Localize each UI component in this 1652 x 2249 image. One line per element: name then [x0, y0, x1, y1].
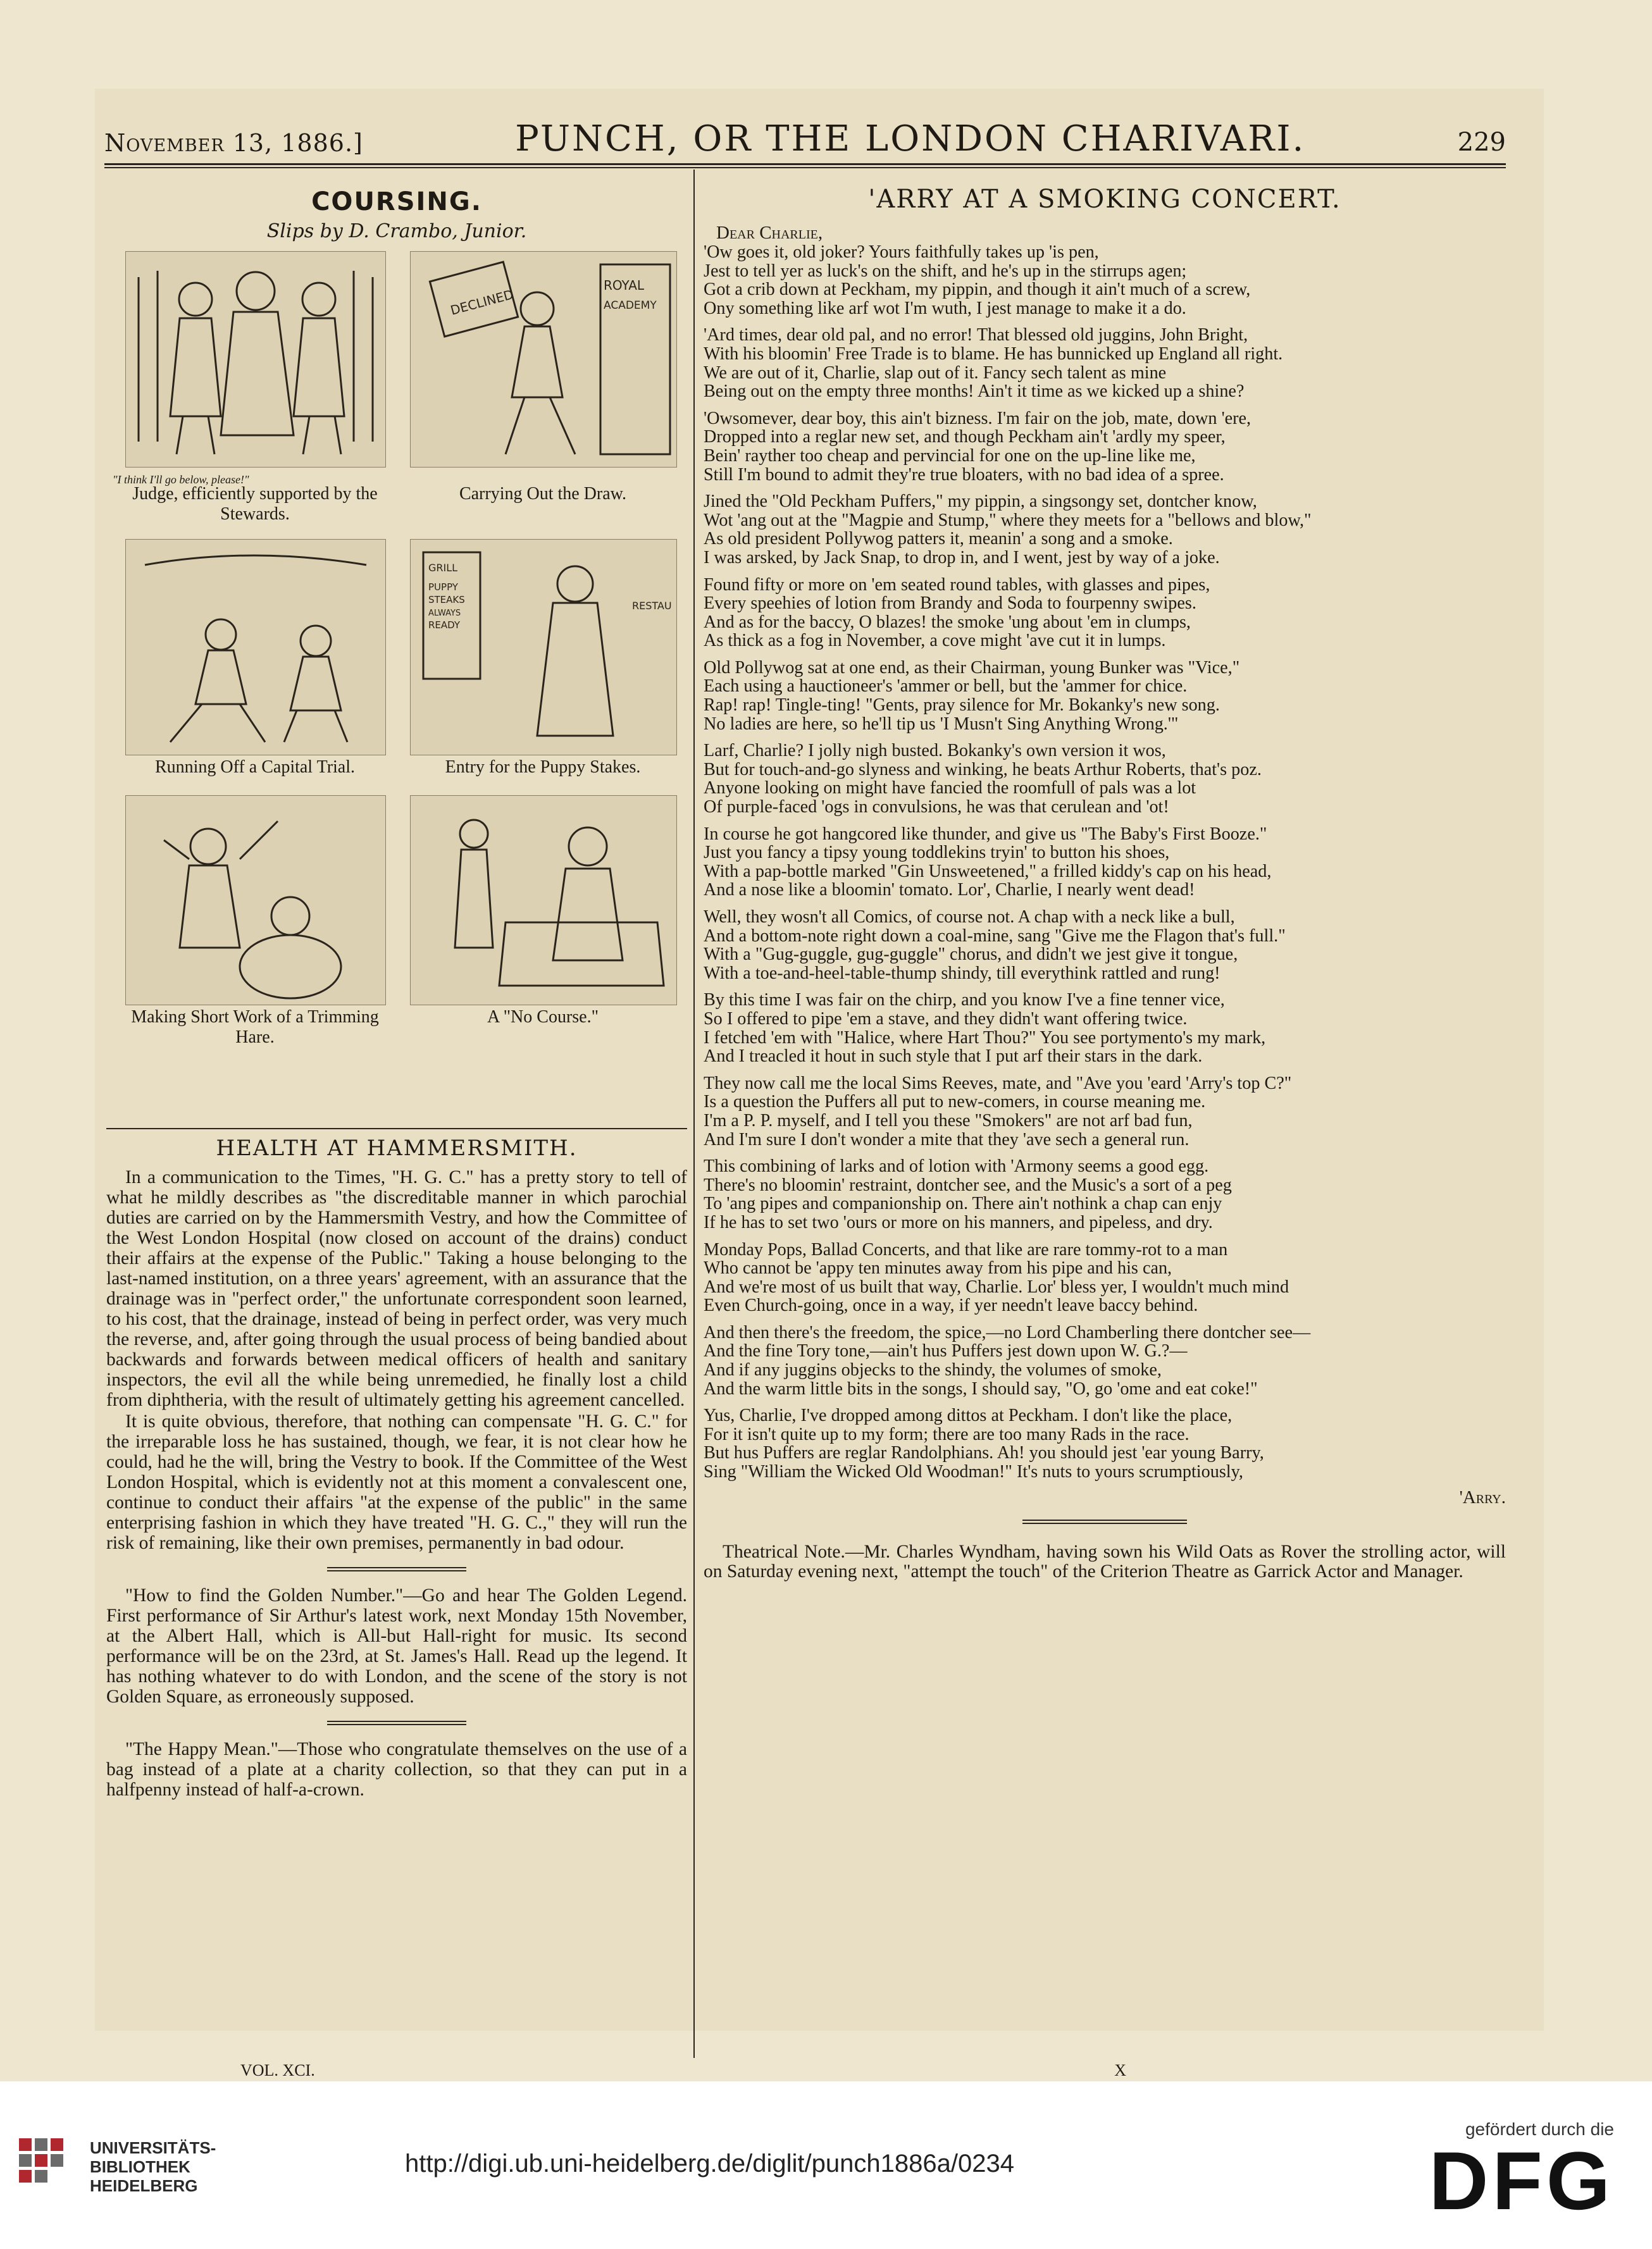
verse-line: 'Ow goes it, old joker? Yours faithfully takes up 'is pen,	[704, 242, 1099, 262]
no-course-illustration	[411, 796, 676, 1005]
verse-line: I'm a P. P. myself, and I tell you these "Smokers" are not arf bad fun,	[704, 1110, 1193, 1131]
left-column	[106, 178, 687, 1800]
stanza	[704, 1157, 1506, 1232]
verse-line: And the warm little bits in the songs, I should say, "O, go 'ome and eat coke!"	[704, 1379, 1258, 1399]
coursing-title: COURSING.	[311, 187, 482, 216]
verse-line: So I offered to pipe 'em a stave, and they didn't want offering twice.	[704, 1008, 1188, 1029]
svg-text:DECLINED: DECLINED	[449, 287, 516, 318]
caption-hare: Making Short Work of a Trimming Hare.	[131, 1007, 379, 1047]
coursing-subtitle: Slips by D. Crambo, Junior.	[266, 220, 527, 242]
separator	[327, 1721, 466, 1725]
verse-line: Of purple-faced 'ogs in convulsions, he was that cerulean and 'ot!	[704, 797, 1169, 817]
library-name: UNIVERSITÄTS- BIBLIOTHEK HEIDELBERG	[90, 2138, 216, 2195]
caption-puppy: Entry for the Puppy Stakes.	[445, 757, 641, 777]
trial-illustration	[126, 540, 385, 755]
cartoon-speech: "I think I'll go below, please!"	[113, 473, 249, 486]
svg-text:GRILL: GRILL	[428, 562, 458, 574]
verse-line: Still I'm bound to admit they're true bloaters, with no bad idea of a spree.	[704, 464, 1224, 485]
verse-line: Just you fancy a tipsy young toddlekins tryin' to button his shoes,	[704, 843, 1170, 863]
separator	[327, 1567, 466, 1571]
verse-line: Anyone looking on might have fancied the roomfull of pals was a lot	[704, 778, 1196, 798]
verse-line: For it isn't quite up to my form; there are too many Rads in the race.	[704, 1424, 1189, 1444]
verse-line: I was arsked, by Jack Snap, to drop in, and I went, jest by way of a joke.	[704, 547, 1220, 567]
verse-line: Even Church-going, once in a way, if yer needn't leave baccy behind.	[704, 1296, 1198, 1316]
poem	[704, 243, 1506, 1482]
issue-date: November 13, 1886.]	[104, 129, 363, 157]
stanza	[704, 659, 1506, 733]
stanza	[704, 1241, 1506, 1315]
verse-line: No ladies are here, so he'll tip us 'I Musn't Sing Anything Wrong.'"	[704, 714, 1179, 734]
stanza	[704, 326, 1506, 400]
happy-mean-note: "The Happy Mean."—Those who congratulate themselves on the use of a bag instead of a plate at a charity collection, so that they can put in a halfpenny instead of half-a-crown.	[106, 1739, 687, 1800]
svg-text:PUPPY: PUPPY	[428, 581, 458, 593]
health-para-1: In a communication to the Times, "H. G. C." has a pretty story to tell of what he mildly describes as "the discreditable manner in which parochial duties are carried on by the Hammersmith Vestry, and how the Committee of the West London Hospital (now closed on account of the drains) conduct their affairs at the expense of the Public." Taking a house belonging to the last-named institution, on a three years' agreement, with an assurance that the drainage was in "perfect order," the unfortunate correspondent soon learned, to his cost, that the drainage, instead of being in perfect order, was very much the reverse, and, after going through the usual process of being bandied about backwards and forwards between medical officers of health and sanitary inspectors, the evil all the while being unremedied, he finally lost a child from diphtheria, with the result of ultimately getting his agreement cancelled.	[106, 1167, 687, 1410]
verse-line: I fetched 'em with "Halice, where Hart Thou?" You see portymento's my mark,	[704, 1027, 1266, 1048]
verse-line: Jined the "Old Peckham Puffers," my pippin, a singsongy set, dontcher know,	[704, 492, 1257, 512]
verse-line: Bein' rayther too cheap and pervincial for one on the up-line like me,	[704, 445, 1196, 466]
verse-line: Jest to tell yer as luck's on the shift, and he's up in the stirrups agen;	[704, 261, 1187, 281]
verse-line: Every speehies of lotion from Brandy and Soda to fourpenny swipes.	[704, 593, 1196, 614]
verse-line: Yus, Charlie, I've dropped among dittos at Peckham. I don't like the place,	[704, 1406, 1233, 1426]
puppy-illustration	[411, 540, 676, 755]
stanza	[704, 492, 1506, 567]
verse-line: They now call me the local Sims Reeves, mate, and "Ave you 'eard 'Arry's top C?"	[704, 1073, 1292, 1093]
arry-title: 'ARRY AT A SMOKING CONCERT.	[868, 185, 1341, 214]
caption-trial: Running Off a Capital Trial.	[154, 757, 356, 777]
verse-line: Larf, Charlie? I jolly nigh busted. Bokanky's own version it wos,	[704, 741, 1166, 761]
column-rule	[693, 170, 695, 2058]
golden-number-note: "How to find the Golden Number."—Go and hear The Golden Legend. First performance of Sir Arthur's latest work, next Monday 15th November, at the Albert Hall, which is All-but Hall-right for music. Its second performance will be on the 23rd, at St. James's Hall. Read up the legend. It has nothing whatever to do with London, and the scene of the story is not Golden Square, as erroneously supposed.	[106, 1585, 687, 1707]
university-seal-icon	[19, 2138, 76, 2195]
verse-line: Dropped into a reglar new set, and though Peckham ain't 'ardly my speer,	[704, 427, 1226, 447]
verse-line: 'Ard times, dear old pal, and no error! That blessed old juggins, John Bright,	[704, 325, 1248, 345]
verse-line: With a toe-and-heel-table-thump shindy, till everythink rattled and rung!	[704, 963, 1220, 983]
verse-line: With a pap-bottle marked "Gin Unsweetened," a frilled kiddy's cap on his head,	[704, 861, 1272, 881]
svg-text:ALWAYS: ALWAYS	[428, 609, 461, 618]
stanza	[704, 908, 1506, 982]
verse-line: Who cannot be 'appy ten minutes away from his pipe and his can,	[704, 1258, 1172, 1279]
cartoon-hare	[125, 795, 386, 1005]
journal-title: PUNCH, OR THE LONDON CHARIVARI.	[515, 118, 1306, 159]
verse-line: Old Pollywog sat at one end, as their Chairman, young Bunker was "Vice,"	[704, 657, 1240, 678]
dfg-logo-icon: DFG	[1429, 2134, 1614, 2227]
svg-text:ROYAL: ROYAL	[604, 278, 645, 293]
permalink-url[interactable]: http://digi.ub.uni-heidelberg.de/diglit/punch1886a/0234	[405, 2150, 1014, 2178]
verse-line: Wot 'ang out at the "Magpie and Stump," where they meets for a "bellows and blow,"	[704, 510, 1312, 530]
verse-line: And if any juggins objecks to the shindy, the volumes of smoke,	[704, 1360, 1162, 1380]
verse-line: With a "Gug-guggle, gug-guggle" chorus, and didn't we jest give it tongue,	[704, 945, 1238, 965]
verse-line: Monday Pops, Ballad Concerts, and that like are rare tommy-rot to a man	[704, 1239, 1228, 1260]
cartoon-trial	[125, 539, 386, 755]
draw-illustration	[411, 252, 676, 467]
theatrical-note: Theatrical Note.—Mr. Charles Wyndham, having sown his Wild Oats as Rover the strolling actor, will on Saturday evening next, "attempt the touch" of the Criterion Theatre as Garrick Actor and Manager.	[704, 1542, 1506, 1582]
verse-line: And we're most of us built that way, Charlie. Lor' bless yer, I wouldn't much mind	[704, 1277, 1289, 1297]
page-number: 229	[1457, 128, 1506, 157]
verse-line: If he has to set two 'ours or more on his manners, and pipeless, and dry.	[704, 1212, 1213, 1232]
caption-draw: Carrying Out the Draw.	[459, 484, 627, 504]
health-title: HEALTH AT HAMMERSMITH.	[216, 1136, 578, 1161]
verse-line: Ony something like arf wot I'm wuth, I jest manage to make it a do.	[704, 298, 1186, 318]
funding-logo[interactable]	[1429, 2119, 1614, 2227]
verse-line: Is a question the Puffers all put to new-comers, in course meaning me.	[704, 1092, 1206, 1112]
judge-illustration	[126, 252, 385, 467]
cartoon-judge	[125, 251, 386, 468]
verse-line: Each using a hauctioneer's 'ammer or bell, but the 'ammer for chice.	[704, 676, 1188, 697]
verse-line: This combining of larks and of lotion with 'Armony seems a good egg.	[704, 1156, 1209, 1177]
library-logo[interactable]	[19, 2138, 216, 2195]
verse-line: With his bloomin' Free Trade is to blame. He has bunnicked up England all right.	[704, 344, 1283, 364]
verse-line: By this time I was fair on the chirp, and you know I've a fine tenner vice,	[704, 990, 1225, 1010]
verse-line: To 'ang pipes and companionship on. There ain't nothink a chap can enjy	[704, 1194, 1222, 1214]
verse-line: Being out on the empty three months! Ain't it time as we kicked up a shine?	[704, 381, 1245, 402]
svg-text:ACADEMY: ACADEMY	[604, 299, 657, 312]
verse-line: And the fine Tory tone,—ain't hus Puffers jest down upon W. G.?—	[704, 1341, 1188, 1361]
verse-line: And I treacled it hout in such style that I put arf their stars in the dark.	[704, 1046, 1203, 1067]
section-rule	[106, 1128, 687, 1129]
verse-line: Rap! rap! Tingle-ting! "Gents, pray silence for Mr. Bokanky's new song.	[704, 695, 1220, 716]
stanza	[704, 576, 1506, 650]
stanza	[704, 243, 1506, 318]
stanza	[704, 409, 1506, 484]
stanza	[704, 1323, 1506, 1398]
verse-line: Found fifty or more on 'em seated round tables, with glasses and pipes,	[704, 574, 1210, 595]
verse-line: As old president Pollywog patters it, meanin' a song and a smoke.	[704, 529, 1173, 549]
stanza	[704, 991, 1506, 1065]
verse-line: And a nose like a bloomin' tomato. Lor', Charlie, I nearly went dead!	[704, 880, 1195, 900]
verse-line: Got a crib down at Peckham, my pippin, and though it ain't much of a screw,	[704, 280, 1251, 300]
verse-line: In course he got hangcored like thunder, and give us "The Baby's First Booze."	[704, 824, 1267, 844]
verse-line: And then there's the freedom, the spice,—no Lord Chamberling there dontcher see—	[704, 1322, 1311, 1342]
verse-line: But for touch-and-go slyness and winking, he beats Arthur Roberts, that's poz.	[704, 759, 1262, 779]
stanza	[704, 1406, 1506, 1481]
stanza	[704, 825, 1506, 900]
signature: 'Arry.	[1459, 1487, 1506, 1508]
stanza	[704, 1074, 1506, 1149]
cartoon-draw	[410, 251, 677, 468]
health-para-2: It is quite obvious, therefore, that nothing can compensate "H. G. C." for the irreparable loss he has sustained, though, we fear, it is not clear how he could, had he the will, bring the Vestry to book. If the Committee of the West London Hospital, which is evidently not at this moment a convalescent one, continue to conduct their affairs "at the expense of the public" in the same enterprising fashion in which they have treated "H. G. C.," they will run the risk of remaining, like their own premises, permanently in bad odour.	[106, 1411, 687, 1553]
signature-mark: X	[1114, 2061, 1126, 2079]
verse-line: We are out of it, Charlie, slap out of it. Fancy sech talent as mine	[704, 362, 1167, 383]
verse-line: There's no bloomin' restraint, dontcher see, and the Music's a sort of a peg	[704, 1175, 1232, 1195]
right-column	[704, 178, 1506, 1601]
cartoon-grid	[106, 251, 687, 1124]
cartoon-no-course	[410, 795, 677, 1005]
verse-line: 'Owsomever, dear boy, this ain't bizness. I'm fair on the job, mate, down 'ere,	[704, 408, 1251, 428]
verse-line: And a bottom-note right down a coal-mine, sang "Give me the Flagon that's full."	[704, 926, 1286, 946]
hare-illustration	[126, 796, 385, 1005]
volume-number: VOL. XCI.	[240, 2061, 315, 2079]
funding-text: gefördert durch die	[1465, 2119, 1614, 2139]
verse-line: As thick as a fog in November, a cove might 'ave cut it in lumps.	[704, 631, 1166, 651]
caption-judge: Judge, efficiently supported by the Stewards.	[132, 484, 378, 524]
cartoon-puppy	[410, 539, 677, 755]
svg-text:RESTAU: RESTAU	[632, 600, 672, 612]
stanza	[704, 741, 1506, 816]
running-head	[104, 113, 1506, 165]
verse-line: And I'm sure I don't wonder a mite that they 'ave sech a general run.	[704, 1129, 1189, 1149]
verse-line: Well, they wosn't all Comics, of course not. A chap with a neck like a bull,	[704, 907, 1235, 927]
separator	[1022, 1520, 1187, 1524]
caption-no-course: A "No Course."	[487, 1007, 599, 1027]
svg-text:STEAKS: STEAKS	[428, 594, 465, 605]
verse-line: But hus Puffers are reglar Randolphians. Ah! you should jest 'ear young Barry,	[704, 1443, 1264, 1463]
head-rule	[104, 167, 1506, 168]
page-footer	[240, 2061, 1126, 2080]
salutation: Dear Charlie,	[716, 223, 823, 243]
verse-line: Sing "William the Wicked Old Woodman!" It's nuts to yours scrumptiously,	[704, 1462, 1243, 1482]
verse-line: And as for the baccy, O blazes! the smoke 'ung about 'em in clumps,	[704, 612, 1191, 632]
svg-text:READY: READY	[428, 619, 461, 631]
